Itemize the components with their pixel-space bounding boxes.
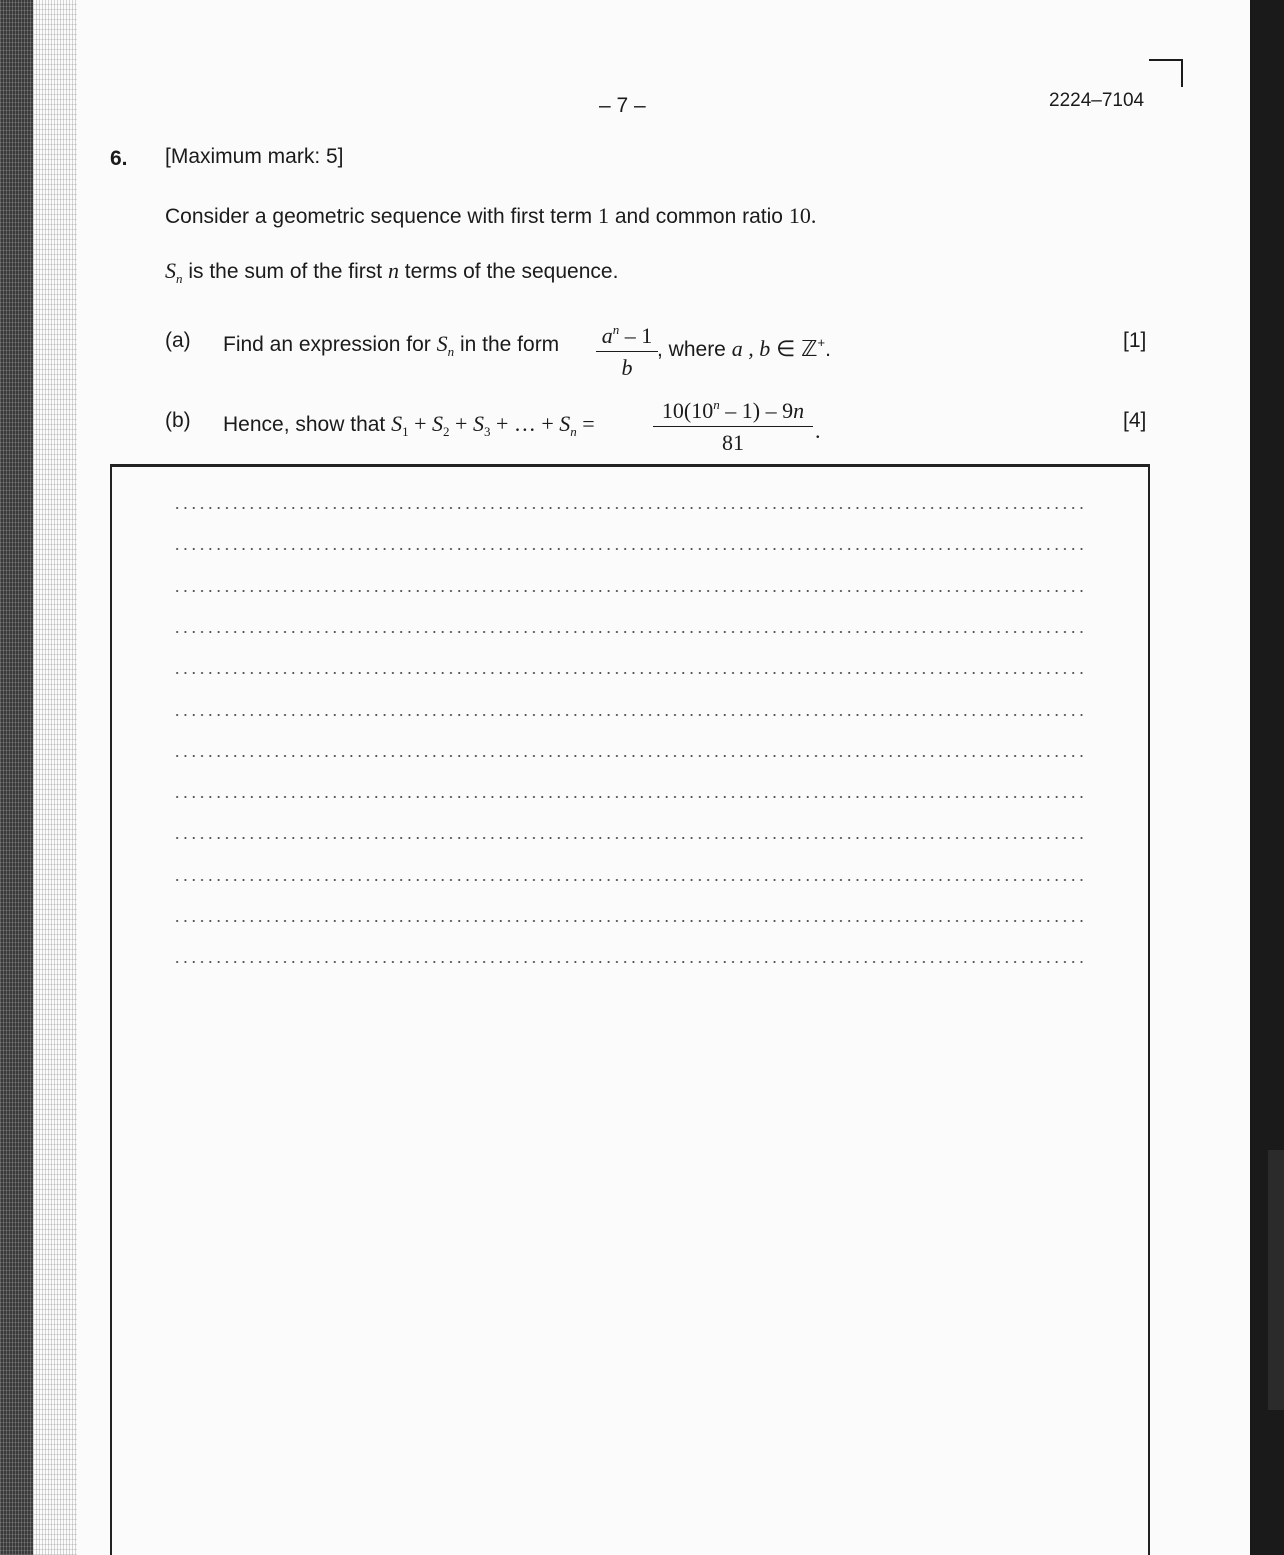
intro-end: .	[810, 203, 817, 228]
part-a-text	[223, 331, 559, 360]
num-a: 10(10	[661, 398, 714, 423]
answer-dotted-line	[173, 714, 1088, 716]
answer-dotted-line	[173, 920, 1088, 922]
fraction-bar	[596, 351, 658, 352]
answer-dotted-line	[173, 631, 1088, 633]
answer-dotted-line	[173, 961, 1088, 963]
exam-page	[33, 0, 1250, 1555]
sn-text-b: terms of the sequence.	[404, 260, 619, 283]
first-term-value: 1	[598, 203, 610, 228]
answer-dotted-line	[173, 879, 1088, 881]
answer-box[interactable]	[110, 464, 1150, 1555]
part-b-fraction	[653, 392, 813, 456]
num-base: a	[601, 323, 613, 348]
sn-sub-b: n	[570, 424, 577, 439]
part-a-s-subscript: n	[447, 344, 455, 359]
sn-subscript: n	[176, 271, 183, 286]
element-of: ∈	[776, 336, 796, 361]
part-b-end: .	[815, 418, 821, 443]
part-a-denominator: b	[621, 355, 633, 380]
part-b-numerator	[653, 392, 813, 424]
n-symbol: n	[387, 258, 399, 283]
s3-sub: 3	[483, 424, 491, 439]
part-a-label: (a)	[165, 329, 191, 352]
num-exp: n	[713, 397, 720, 412]
part-a-text-c: , where	[657, 338, 726, 361]
num-rest: – 1	[619, 323, 653, 348]
s1-sub: 1	[402, 424, 409, 439]
s2-sub: 2	[443, 424, 450, 439]
answer-dotted-line	[173, 548, 1088, 550]
sn-text-a: is the sum of the first	[188, 260, 383, 283]
sum-expression	[391, 411, 595, 439]
part-a-numerator	[596, 317, 658, 349]
intro-text-a: Consider a geometric sequence with first term	[165, 205, 593, 228]
ratio-value: 10	[788, 203, 811, 228]
question-intro	[165, 203, 816, 229]
answer-dotted-line	[173, 755, 1088, 757]
part-a-vars: a , b	[731, 336, 771, 361]
answer-dotted-line	[173, 796, 1088, 798]
answer-dotted-line	[173, 837, 1088, 839]
plus-2: +	[449, 411, 473, 436]
s3-symbol: S	[472, 411, 484, 436]
window-edge	[1268, 1150, 1284, 1410]
part-b-marks: [4]	[1123, 409, 1147, 432]
num-b: – 1) – 9	[719, 398, 794, 423]
part-a-text-b: in the form	[459, 333, 560, 356]
intro-text-b: and common ratio	[614, 205, 783, 228]
page-number: – 7 –	[599, 94, 646, 117]
s2-symbol: S	[432, 411, 444, 436]
integer-set-plus: +	[817, 335, 826, 350]
s1-symbol: S	[391, 411, 403, 436]
sn-definition	[165, 258, 618, 287]
max-mark: [Maximum mark: 5]	[165, 145, 344, 168]
part-b-text-a: Hence, show that	[223, 413, 386, 436]
fraction-bar-b	[653, 426, 813, 427]
num-n: n	[793, 398, 805, 423]
answer-dotted-line	[173, 507, 1088, 509]
num-exponent: n	[612, 322, 620, 337]
part-a-where	[657, 335, 831, 362]
part-b-label: (b)	[165, 409, 191, 432]
answer-dotted-line	[173, 672, 1088, 674]
part-a-marks: [1]	[1123, 329, 1147, 352]
integer-set: ℤ	[801, 336, 818, 361]
part-a-text-a: Find an expression for	[223, 333, 431, 356]
part-a-end: .	[825, 338, 831, 361]
sn-symbol: S	[165, 258, 176, 283]
part-a-fraction	[596, 317, 658, 381]
answer-dotted-line	[173, 590, 1088, 592]
paper-code: 2224–7104	[1049, 90, 1145, 111]
scan-grain	[33, 0, 77, 1555]
part-b-denominator: 81	[722, 430, 744, 455]
equals-sign: =	[576, 411, 595, 436]
part-a-s-symbol: S	[436, 331, 448, 356]
plus-1: +	[408, 411, 433, 436]
sn-symbol-b: S	[559, 411, 571, 436]
part-b-text	[223, 411, 595, 440]
question-number: 6.	[110, 147, 128, 170]
plus-ellipsis: + … +	[490, 411, 560, 436]
crop-mark	[1149, 59, 1183, 61]
crop-mark-vertical	[1181, 59, 1183, 87]
